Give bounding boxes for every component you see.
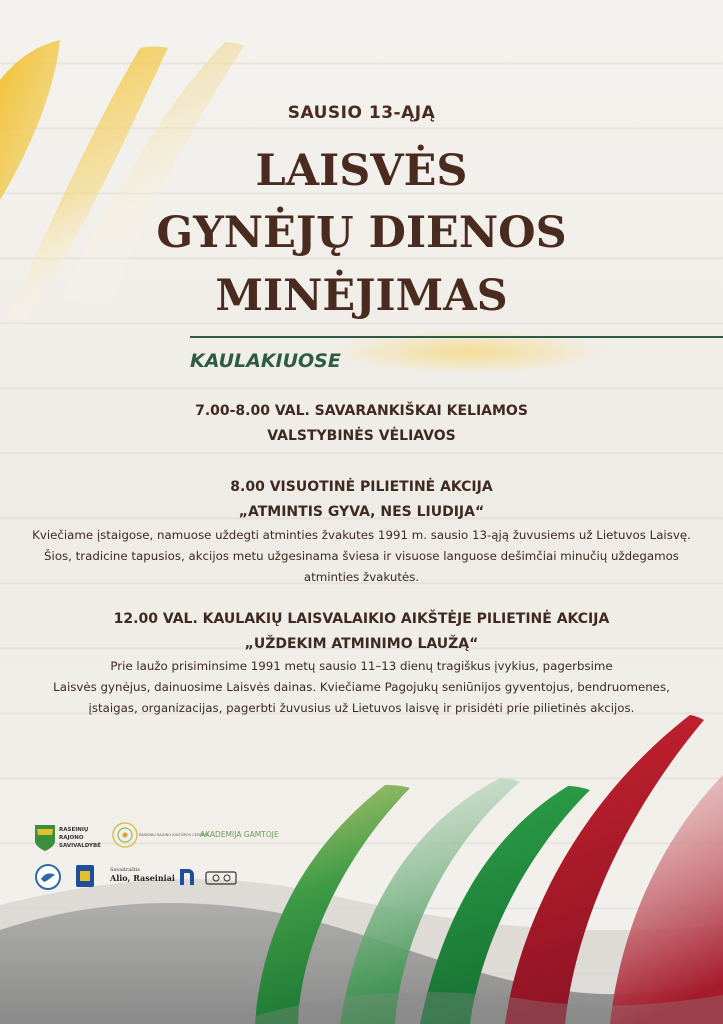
event-2-heading-line-1: 8.00 VISUOTINĖ PILIETINĖ AKCIJA — [230, 479, 493, 495]
weekly-logo-line-1: Savaitraštis — [110, 867, 140, 873]
raseiniai-logo-line-2: RAJONO — [59, 835, 84, 841]
bird-emblem-icon — [36, 865, 60, 889]
place-name: KAULAKIUOSE — [190, 350, 341, 372]
event-1-heading-line-2: VALSTYBINĖS VĖLIAVOS — [267, 428, 456, 444]
camera-icon — [206, 872, 236, 884]
title-line-2: GYNĖJŲ DIENOS — [156, 208, 567, 258]
raseiniai-coat-of-arms-icon — [35, 825, 55, 851]
title-line-1: LAISVĖS — [255, 146, 468, 196]
event-2-text-line-1: Kviečiame įstaigose, namuose uždegti atminties žvakutes 1991 m. sausio 13-ąją žuvusiems už Lietuvos Laisvę. — [32, 528, 691, 542]
weekly-logo-line-2: Alio, Raseiniai — [110, 873, 175, 883]
castle-emblem-icon — [76, 865, 94, 887]
event-2-text-line-3: atminties žvakutės. — [303, 570, 420, 584]
raseiniai-logo-line-1: RASEINIŲ — [59, 827, 89, 833]
culture-center-logo-text: RASEINIŲ RAJONO KULTŪROS CENTRAS — [139, 833, 210, 837]
event-3-heading-line-2: „UŽDEKIM ATMINIMO LAUŽĄ“ — [244, 636, 479, 652]
culture-center-flower-icon — [113, 823, 137, 847]
date-kicker: SAUSIO 13-ĄJĄ — [287, 103, 436, 123]
event-3-text-line-1: Prie laužo prisiminsime 1991 metų sausio 11–13 dienų tragiškus įvykius, pagerbsime — [110, 659, 613, 673]
sponsor-logos — [30, 815, 320, 895]
event-3-text-line-2: Laisvės gynėjus, dainuosime Laisvės dainas. Kviečiame Pagojukų seniūnijos gyventojus, bendruomenes, — [53, 680, 670, 694]
title-line-3: MINĖJIMAS — [215, 271, 508, 321]
akademija-gamtoje-logo: AKADEMIJA GAMTOJE — [200, 830, 279, 839]
library-n-icon — [180, 869, 194, 885]
event-2-heading-line-2: „ATMINTIS GYVA, NES LIUDIJA“ — [238, 504, 485, 520]
event-1-heading-line-1: 7.00-8.00 VAL. SAVARANKIŠKAI KELIAMOS — [195, 403, 528, 419]
event-2-text-line-2: Šios, tradicine tapusios, akcijos metu užgesinama šviesa ir visuose languose dešimčiai minučių uždegamos — [44, 549, 679, 563]
raseiniai-logo-line-3: SAVIVALDYBĖ — [59, 843, 101, 849]
event-3-text-line-3: įstaigas, organizacijas, pagerbti žuvusius už Lietuvos laisvę ir prisidėti prie pilietinės akcijos. — [88, 701, 635, 715]
title-divider — [190, 336, 723, 338]
event-3-heading-line-1: 12.00 VAL. KAULAKIŲ LAISVALAIKIO AIKŠTĖJE PILIETINĖ AKCIJA — [113, 611, 610, 627]
